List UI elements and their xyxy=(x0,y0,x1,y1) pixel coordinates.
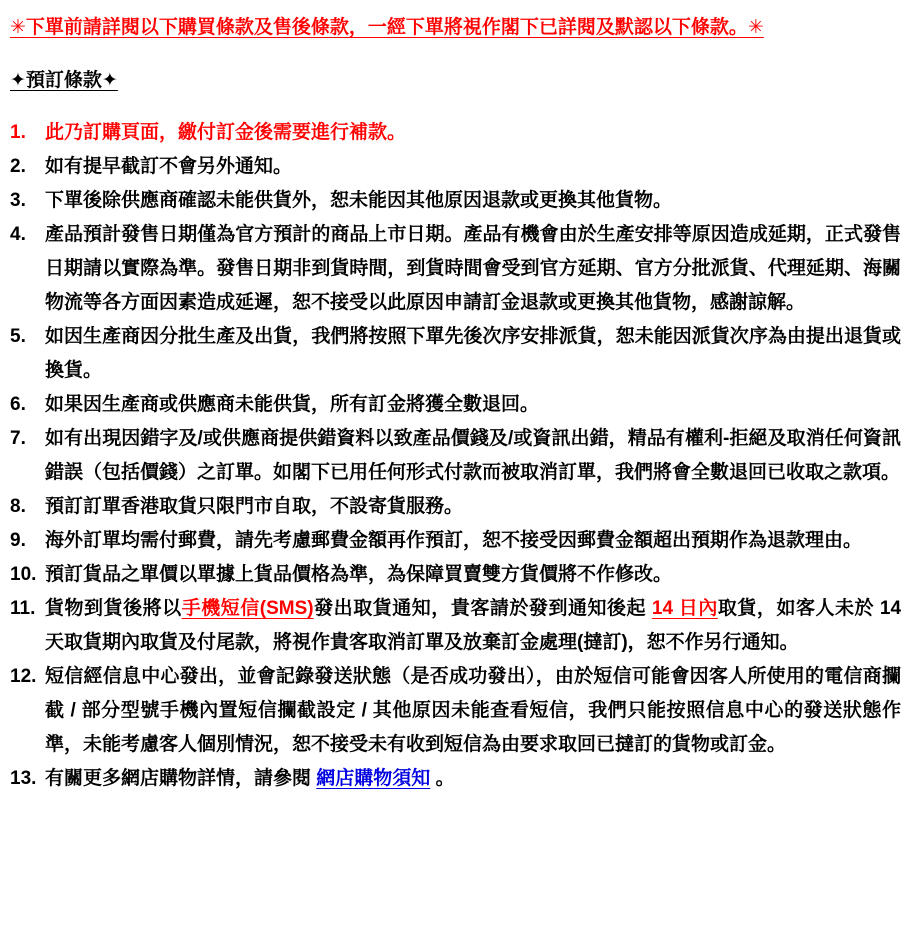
term-text xyxy=(45,326,901,381)
term-item xyxy=(10,150,901,184)
terms-list xyxy=(10,116,901,796)
term-segment: 如因生產商因分批生產及出貨，我們將按照下單先後次序安排派貨，恕未能因派貨次序為由提出退貨或換貨。 xyxy=(45,326,901,382)
term-item xyxy=(10,490,901,524)
notice-title: ✳下單前請詳閱以下購買條款及售後條款，一經下單將視作閣下已詳閱及默認以下條款。✳ xyxy=(10,17,764,38)
term-text xyxy=(45,190,672,211)
term-text xyxy=(45,224,901,313)
term-segment: 產品預計發售日期僅為官方預計的商品上市日期。產品有機會由於生產安排等原因造成延期，正式發售日期請以實際為準。發售日期非到貨時間，到貨時間會受到官方延期、官方分批派貨、代理延期、海關物流等各方面因素造成延遲，恕不接受以此原因申請訂金退款或更換其他貨物，感謝諒解。 xyxy=(45,224,901,314)
term-number: 5. xyxy=(10,326,26,348)
term-segment: 如果因生產商或供應商未能供貨，所有訂金將獲全數退回。 xyxy=(45,394,540,416)
term-segment: 如有出現因錯字及/或供應商提供錯資料以致產品價錢及/或資訊出錯，精品有權利-拒絕及取消任何資訊錯誤（包括價錢）之訂單。如閣下已用任何形式付款而被取消訂單，我們將會全數退回已收取之款項。 xyxy=(45,428,901,484)
term-segment: 取貨，如客人未於 14 天取貨期內取貨及付尾款，將視作貴客取消訂單及放棄訂金處理(撻訂)，恕不作另行通知。 xyxy=(45,598,902,654)
term-text xyxy=(45,768,455,789)
term-text xyxy=(45,394,539,415)
term-number: 4. xyxy=(10,224,26,246)
term-number: 7. xyxy=(10,428,26,450)
term-item xyxy=(10,184,901,218)
term-item xyxy=(10,388,901,422)
term-number: 6. xyxy=(10,394,26,416)
term-text xyxy=(45,598,901,653)
term-number: 13. xyxy=(10,768,37,790)
term-text xyxy=(45,496,463,517)
term-segment: 短信經信息中心發出，並會記錄發送狀態（是否成功發出），由於短信可能會因客人所使用的電信商攔截 / 部分型號手機內置短信攔截設定 / 其他原因未能查看短信，我們只能按照信息中心的發送狀態作準，未能考慮客人個別情況，恕不接受未有收到短信為由要求取回已撻訂的貨物或訂金。 xyxy=(45,666,901,756)
term-segment: 如有提早截訂不會另外通知。 xyxy=(45,156,293,178)
term-item xyxy=(10,660,901,762)
term-item xyxy=(10,218,901,320)
term-number: 3. xyxy=(10,190,26,212)
term-text xyxy=(45,428,901,483)
term-item xyxy=(10,558,901,592)
term-item xyxy=(10,592,901,660)
term-item xyxy=(10,524,901,558)
term-segment: 貨物到貨後將以 xyxy=(45,598,182,620)
term-segment: 預訂訂單香港取貨只限門市自取，不設寄貨服務。 xyxy=(45,496,464,518)
term-segment: 發出取貨通知，貴客請於發到通知後起 xyxy=(313,598,652,620)
term-number: 2. xyxy=(10,156,26,178)
term-number: 12. xyxy=(10,666,37,688)
term-number: 11. xyxy=(10,598,36,620)
term-segment: 預訂貨品之單價以單據上貨品價格為準，為保障買賣雙方貨價將不作修改。 xyxy=(45,564,673,586)
term-text xyxy=(45,530,862,551)
term-number: 8. xyxy=(10,496,26,518)
term-text xyxy=(45,564,672,585)
term-number: 1. xyxy=(10,122,26,144)
term-segment: 。 xyxy=(430,768,455,790)
term-item xyxy=(10,320,901,388)
preorder-terms-page xyxy=(10,14,901,796)
term-item xyxy=(10,762,901,796)
highlighted-text: 手機短信(SMS) xyxy=(181,598,314,620)
term-segment: 此乃訂購頁面，繳付訂金後需要進行補款。 xyxy=(45,122,407,144)
term-item xyxy=(10,422,901,490)
term-segment: 海外訂單均需付郵費，請先考慮郵費金額再作預訂，恕不接受因郵費金額超出預期作為退款理由。 xyxy=(45,530,863,552)
term-number: 10. xyxy=(10,564,37,586)
term-segment: 有關更多網店購物詳情，請參閱 xyxy=(45,768,317,790)
term-text xyxy=(45,122,406,143)
term-text xyxy=(45,666,901,755)
term-number: 9. xyxy=(10,530,26,552)
term-segment: 下單後除供應商確認未能供貨外，恕未能因其他原因退款或更換其他貨物。 xyxy=(45,190,673,212)
shop-guide-link[interactable]: 網店購物須知 xyxy=(316,768,431,790)
highlighted-text: 14 日內 xyxy=(651,598,718,620)
section-header-preorder-terms: ✦預訂條款✦ xyxy=(10,69,118,91)
term-item xyxy=(10,116,901,150)
term-text xyxy=(45,156,292,177)
